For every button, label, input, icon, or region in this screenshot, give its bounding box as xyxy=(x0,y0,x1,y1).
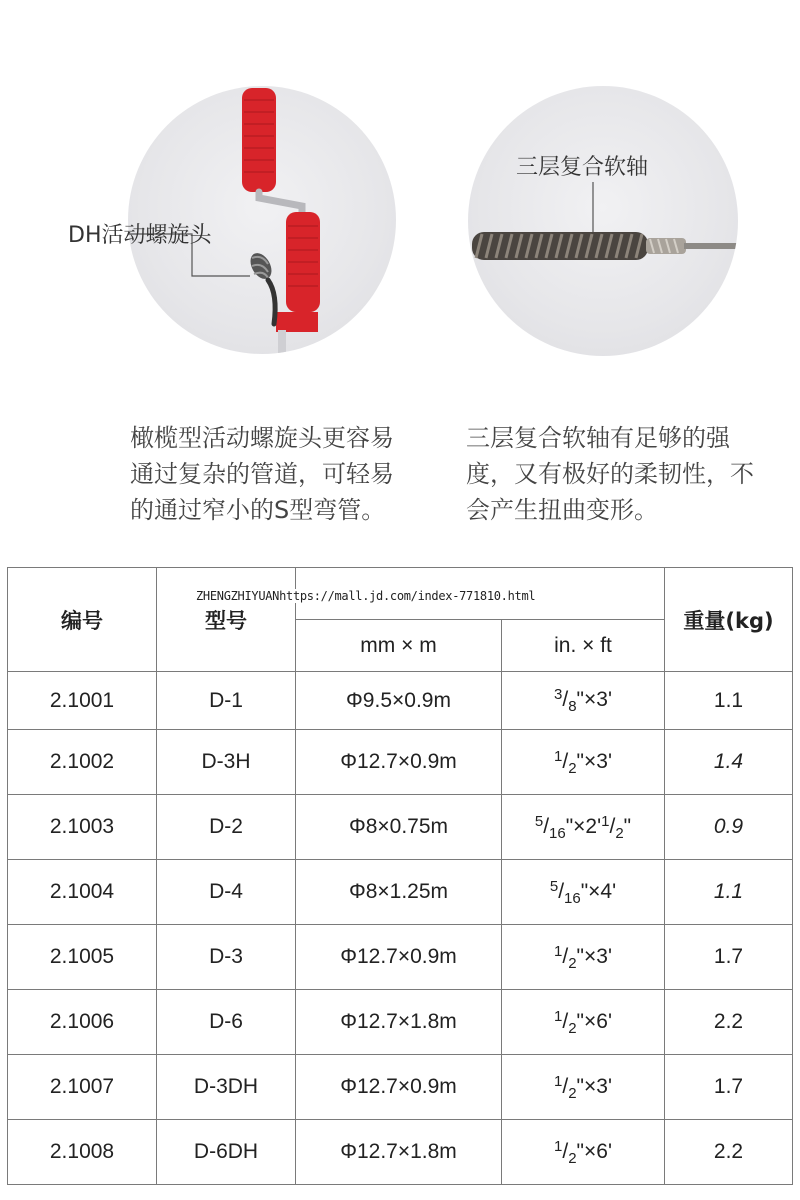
description-line: 度，又有极好的柔韧性，不 xyxy=(466,460,754,488)
fraction-denominator: 16 xyxy=(549,824,566,842)
model-cell: D-6DH xyxy=(157,1120,296,1185)
fraction-numerator: 1 xyxy=(554,942,563,960)
table-row xyxy=(8,795,793,860)
weight-cell: 1.7 xyxy=(665,1055,793,1120)
model-cell: D-6 xyxy=(157,990,296,1055)
fraction-denominator: 2 xyxy=(568,1019,577,1037)
code-cell: 2.1005 xyxy=(8,925,157,990)
table-row xyxy=(8,672,793,730)
spec-table xyxy=(7,567,793,1185)
size-suffix: "×3' xyxy=(576,944,612,968)
size-suffix: "×3' xyxy=(576,1074,612,1098)
fraction-denominator: 8 xyxy=(568,698,577,715)
fraction-numerator: 1 xyxy=(554,1072,563,1090)
table-row xyxy=(8,860,793,925)
metric-size-cell: Φ8×0.75m xyxy=(296,795,502,860)
fraction-numerator: 1 xyxy=(554,747,563,765)
header-metric: mm × m xyxy=(296,620,502,672)
size-suffix: "×3' xyxy=(576,688,612,711)
model-cell: D-3DH xyxy=(157,1055,296,1120)
imperial-size-cell: $^5/_{16}"\times 4'$ xyxy=(502,860,665,925)
imperial-size-cell: $^3/_8"\times 3'$ xyxy=(502,672,665,730)
header-weight: 重量(kg) xyxy=(665,568,793,672)
fraction-numerator: 5 xyxy=(549,877,559,895)
spiral-head-callout: DH活动螺旋头 xyxy=(68,223,212,248)
model-cell: D-3H xyxy=(157,730,296,795)
weight-cell: 1.4 xyxy=(665,730,793,795)
header-imperial: in. × ft xyxy=(502,620,665,672)
description-line: 通过复杂的管道，可轻易 xyxy=(130,460,394,488)
size-suffix: "×6' xyxy=(576,1009,612,1033)
flexible-shaft-photo xyxy=(468,86,738,356)
fraction-denominator: 16 xyxy=(564,889,581,907)
description-line: 会产生扭曲变形。 xyxy=(466,496,658,524)
weight-cell: 1.1 xyxy=(665,672,793,730)
weight-cell: 0.9 xyxy=(665,795,793,860)
model-cell: D-4 xyxy=(157,860,296,925)
description-line: 的通过窄小的S型弯管。 xyxy=(130,496,386,524)
header-model: 型号 xyxy=(157,568,296,672)
description-line: 三层复合软轴有足够的强 xyxy=(466,424,730,452)
model-cell: D-1 xyxy=(157,672,296,730)
code-cell: 2.1006 xyxy=(8,990,157,1055)
shaft-description xyxy=(466,420,778,528)
size-suffix: "×4' xyxy=(580,879,617,903)
table-row xyxy=(8,925,793,990)
code-cell: 2.1004 xyxy=(8,860,157,925)
imperial-size-cell: $^5/_{16}"\times 2'^1/_2$" xyxy=(502,795,665,860)
metric-size-cell: Φ12.7×0.9m xyxy=(296,730,502,795)
fraction-numerator: 1 xyxy=(554,1007,563,1025)
fraction-numerator: 1 xyxy=(601,812,610,830)
table-row xyxy=(8,730,793,795)
shaft-callout: 三层复合软轴 xyxy=(516,155,649,180)
imperial-size-cell: $^1/_2"\times 6'$ xyxy=(502,990,665,1055)
spiral-head-description xyxy=(130,420,430,528)
description-line: 橄榄型活动螺旋头更容易 xyxy=(130,424,394,452)
weight-cell: 1.7 xyxy=(665,925,793,990)
size-suffix: "×3' xyxy=(576,749,612,773)
spiral-head xyxy=(246,249,276,324)
imperial-size-cell: $^1/_2"\times 3'$ xyxy=(502,730,665,795)
imperial-size-cell: $^1/_2"\times 3'$ xyxy=(502,925,665,990)
metric-size-cell: Φ12.7×1.8m xyxy=(296,990,502,1055)
code-cell: 2.1003 xyxy=(8,795,157,860)
model-cell: D-3 xyxy=(157,925,296,990)
table-row xyxy=(8,990,793,1055)
fraction-denominator: 2 xyxy=(568,1084,577,1102)
imperial-size-cell: $^1/_2"\times 6'$ xyxy=(502,1120,665,1185)
model-cell: D-2 xyxy=(157,795,296,860)
size-suffix: " xyxy=(623,814,632,838)
metric-size-cell: Φ8×1.25m xyxy=(296,860,502,925)
code-cell: 2.1008 xyxy=(8,1120,157,1185)
table-row xyxy=(8,1120,793,1185)
metric-size-cell: Φ12.7×0.9m xyxy=(296,925,502,990)
fraction-denominator: 2 xyxy=(568,759,577,777)
metric-size-cell: Φ12.7×1.8m xyxy=(296,1120,502,1185)
fraction-denominator: 2 xyxy=(568,954,577,972)
weight-cell: 1.1 xyxy=(665,860,793,925)
size-suffix: "×6' xyxy=(576,1139,612,1163)
fraction-numerator: 3 xyxy=(554,686,563,703)
metric-size-cell: Φ12.7×0.9m xyxy=(296,1055,502,1120)
watermark-url: ZHENGZHIYUANhttps://mall.jd.com/index-771810.html xyxy=(196,589,536,603)
metric-size-cell: Φ9.5×0.9m xyxy=(296,672,502,730)
flexible-shaft-illustration xyxy=(468,86,738,356)
weight-cell: 2.2 xyxy=(665,990,793,1055)
fraction-numerator: 1 xyxy=(554,1137,563,1155)
weight-cell: 2.2 xyxy=(665,1120,793,1185)
fraction-numerator: 5 xyxy=(534,812,544,830)
size-suffix: "×2' xyxy=(565,814,602,838)
upper-red-handle xyxy=(242,88,276,192)
fraction-denominator: 2 xyxy=(615,824,624,842)
code-cell: 2.1002 xyxy=(8,730,157,795)
fraction-denominator: 2 xyxy=(568,1149,577,1167)
table-row xyxy=(8,1055,793,1120)
code-cell: 2.1007 xyxy=(8,1055,157,1120)
imperial-size-cell: $^1/_2"\times 3'$ xyxy=(502,1055,665,1120)
code-cell: 2.1001 xyxy=(8,672,157,730)
header-code: 编号 xyxy=(8,568,157,672)
coil-spring xyxy=(472,232,648,260)
